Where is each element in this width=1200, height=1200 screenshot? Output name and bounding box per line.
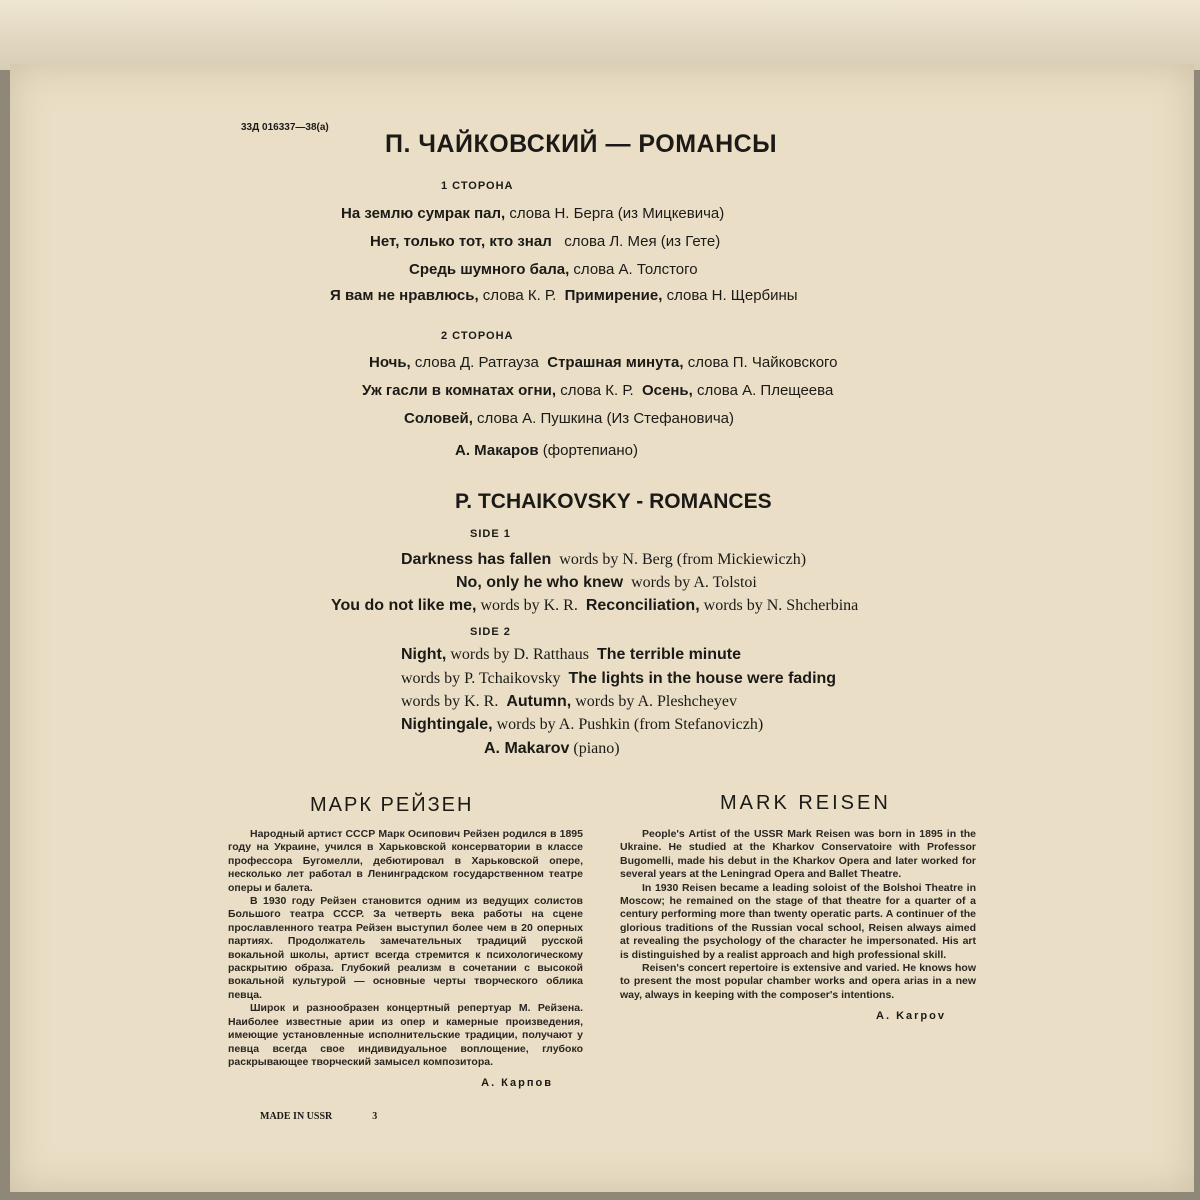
bio-en-column xyxy=(620,828,976,1022)
pianist-instrument: (piano) xyxy=(573,740,620,757)
track-title: No, only he who knew xyxy=(456,574,624,591)
track-credit: words by N. Shcherbina xyxy=(703,597,859,614)
track-line xyxy=(330,287,798,304)
track-line xyxy=(401,646,741,664)
track-credit: слова К. Р. xyxy=(482,287,557,304)
track-credit: words by K. R. xyxy=(401,693,499,710)
track-credit: слова Д. Ратгауза xyxy=(414,354,539,371)
track-credit: words by A. Tolstoi xyxy=(631,574,757,591)
track-title: Nightingale, xyxy=(401,716,493,733)
track-title: Соловей, xyxy=(404,410,473,427)
en-side2-label: SIDE 2 xyxy=(470,626,511,638)
track-credit: words by P. Tchaikovsky xyxy=(401,670,561,687)
track-title: The lights in the house were fading xyxy=(568,670,837,687)
catalog-number: 33Д 016337—38(а) xyxy=(241,122,329,133)
track-title: Ночь, xyxy=(369,354,411,371)
footer xyxy=(228,1111,583,1122)
bio-en-text xyxy=(620,828,976,1002)
bio-en-heading: MARK REISEN xyxy=(720,792,891,814)
track-line xyxy=(341,205,724,222)
track-credit: слова Л. Мея (из Гете) xyxy=(564,233,721,250)
track-title: Страшная минута, xyxy=(547,354,684,371)
track-line xyxy=(370,233,720,250)
bio-ru-text xyxy=(228,828,583,1069)
bio-paragraph: Народный артист СССР Марк Осипович Рейзен родился в 1895 году на Украине, учился в Харьковской консерватории в классе профессора Бугомелли, дебютировал в Харьковской опере, несколько лет работал в Ленинградском государственном театре оперы и балета. xyxy=(228,828,583,894)
ru-side1-label: 1 СТОРОНА xyxy=(441,180,514,192)
track-title: Я вам не нравлюсь, xyxy=(330,287,479,304)
track-credit: words by A. Pushkin (from Stefanoviczh) xyxy=(496,716,764,733)
track-title: Night, xyxy=(401,646,447,663)
track-title: Darkness has fallen xyxy=(401,551,552,568)
track-title: На землю сумрак пал, xyxy=(341,205,506,222)
track-title: Нет, только тот, кто знал xyxy=(370,233,552,250)
track-title: You do not like me, xyxy=(331,597,477,614)
en-side1-label: SIDE 1 xyxy=(470,528,511,540)
bio-paragraph: Широк и разнообразен концертный репертуар М. Рейзена. Наиболее известные арии из опер и камерные произведения, имеющие установленные исполнительские традиции, получают у певца всегда свое индивидуальное воплощение, глубоко раскрывающее творческий замысел композитора. xyxy=(228,1002,583,1068)
track-line xyxy=(401,716,763,734)
bio-ru-column xyxy=(228,828,583,1122)
made-in-ussr: MADE IN USSR xyxy=(260,1111,333,1123)
page-number: 3 xyxy=(372,1111,378,1123)
track-title: Уж гасли в комнатах огни, xyxy=(362,382,557,399)
track-line xyxy=(456,574,757,592)
track-title: Reconciliation, xyxy=(585,597,700,614)
track-credit: слова А. Пушкина (Из Стефановича) xyxy=(477,410,735,427)
pianist-ru xyxy=(455,442,638,459)
pianist-name: А. Макаров xyxy=(455,442,539,459)
bio-en-author: A. Karpov xyxy=(876,1010,946,1023)
bio-paragraph: People's Artist of the USSR Mark Reisen was born in 1895 in the Ukraine. He studied at the Kharkov Conservatoire with Professor Bugomelli, made his debut in the Kharkov Opera and later worked for several years at the Leningrad Opera and Ballet Theatre. xyxy=(620,828,976,881)
track-line xyxy=(362,382,833,399)
bio-ru-heading: МАРК РЕЙЗЕН xyxy=(310,794,474,816)
pianist-instrument: (фортепиано) xyxy=(542,442,638,459)
track-title: Примирение, xyxy=(564,287,663,304)
track-title: Осень, xyxy=(642,382,693,399)
bio-paragraph: В 1930 году Рейзен становится одним из ведущих солистов Большого театра СССР. За четверть века работы на сцене прославленного театра Рейзен выступил более чем в 20 оперных партиях. Продолжатель замечательных традиций русской вокальной школы, артист всегда стремится к психологическому раскрытию образа. Глубокий реализм в сочетании с высокой вокальной культурой — основные черты творческого облика певца. xyxy=(228,895,583,1001)
track-credit: слова А. Плещеева xyxy=(697,382,834,399)
track-line xyxy=(401,693,737,711)
russian-title: П. ЧАЙКОВСКИЙ — РОМАНСЫ xyxy=(385,130,778,158)
track-credit: слова К. Р. xyxy=(560,382,634,399)
english-title: P. TCHAIKOVSKY - ROMANCES xyxy=(455,490,772,513)
track-title: The terrible minute xyxy=(596,646,742,663)
ru-side2-label: 2 СТОРОНА xyxy=(441,330,514,342)
track-line xyxy=(331,597,858,615)
track-line xyxy=(369,354,838,371)
track-line xyxy=(404,410,734,427)
track-credit: words by D. Ratthaus xyxy=(450,646,589,663)
track-title: Autumn, xyxy=(506,693,572,710)
track-credit: слова Н. Щербины xyxy=(666,287,798,304)
bio-paragraph: In 1930 Reisen became a leading soloist of the Bolshoi Theatre in Moscow; he remained on the stage of that theatre for a quarter of a century performing more than twenty operatic parts. A continuer of the glorious traditions of the Russian vocal school, Reisen always aimed at revealing the psychology of the character he impersonated. His art is distinguished by a realist approach and high professional skill. xyxy=(620,881,976,961)
track-credit: слова А. Толстого xyxy=(573,261,698,278)
bio-paragraph: Reisen's concert repertoire is extensive and varied. He knows how to present the most popular chamber works and opera arias in a new way, always in keeping with the composer's intentions. xyxy=(620,962,976,1001)
track-credit: слова П. Чайковского xyxy=(687,354,838,371)
pianist-en xyxy=(484,740,620,758)
track-line xyxy=(409,261,698,278)
sleeve-top-edge xyxy=(0,0,1200,70)
track-credit: words by A. Pleshcheyev xyxy=(575,693,737,710)
bio-ru-author: А. Карпов xyxy=(481,1077,553,1090)
pianist-name: A. Makarov xyxy=(484,740,570,757)
track-line xyxy=(401,551,806,569)
track-credit: слова Н. Берга (из Мицкевича) xyxy=(509,205,725,222)
track-credit: words by N. Berg (from Mickiewiczh) xyxy=(559,551,807,568)
track-title: Средь шумного бала, xyxy=(409,261,570,278)
track-credit: words by K. R. xyxy=(480,597,578,614)
track-line xyxy=(401,670,836,688)
